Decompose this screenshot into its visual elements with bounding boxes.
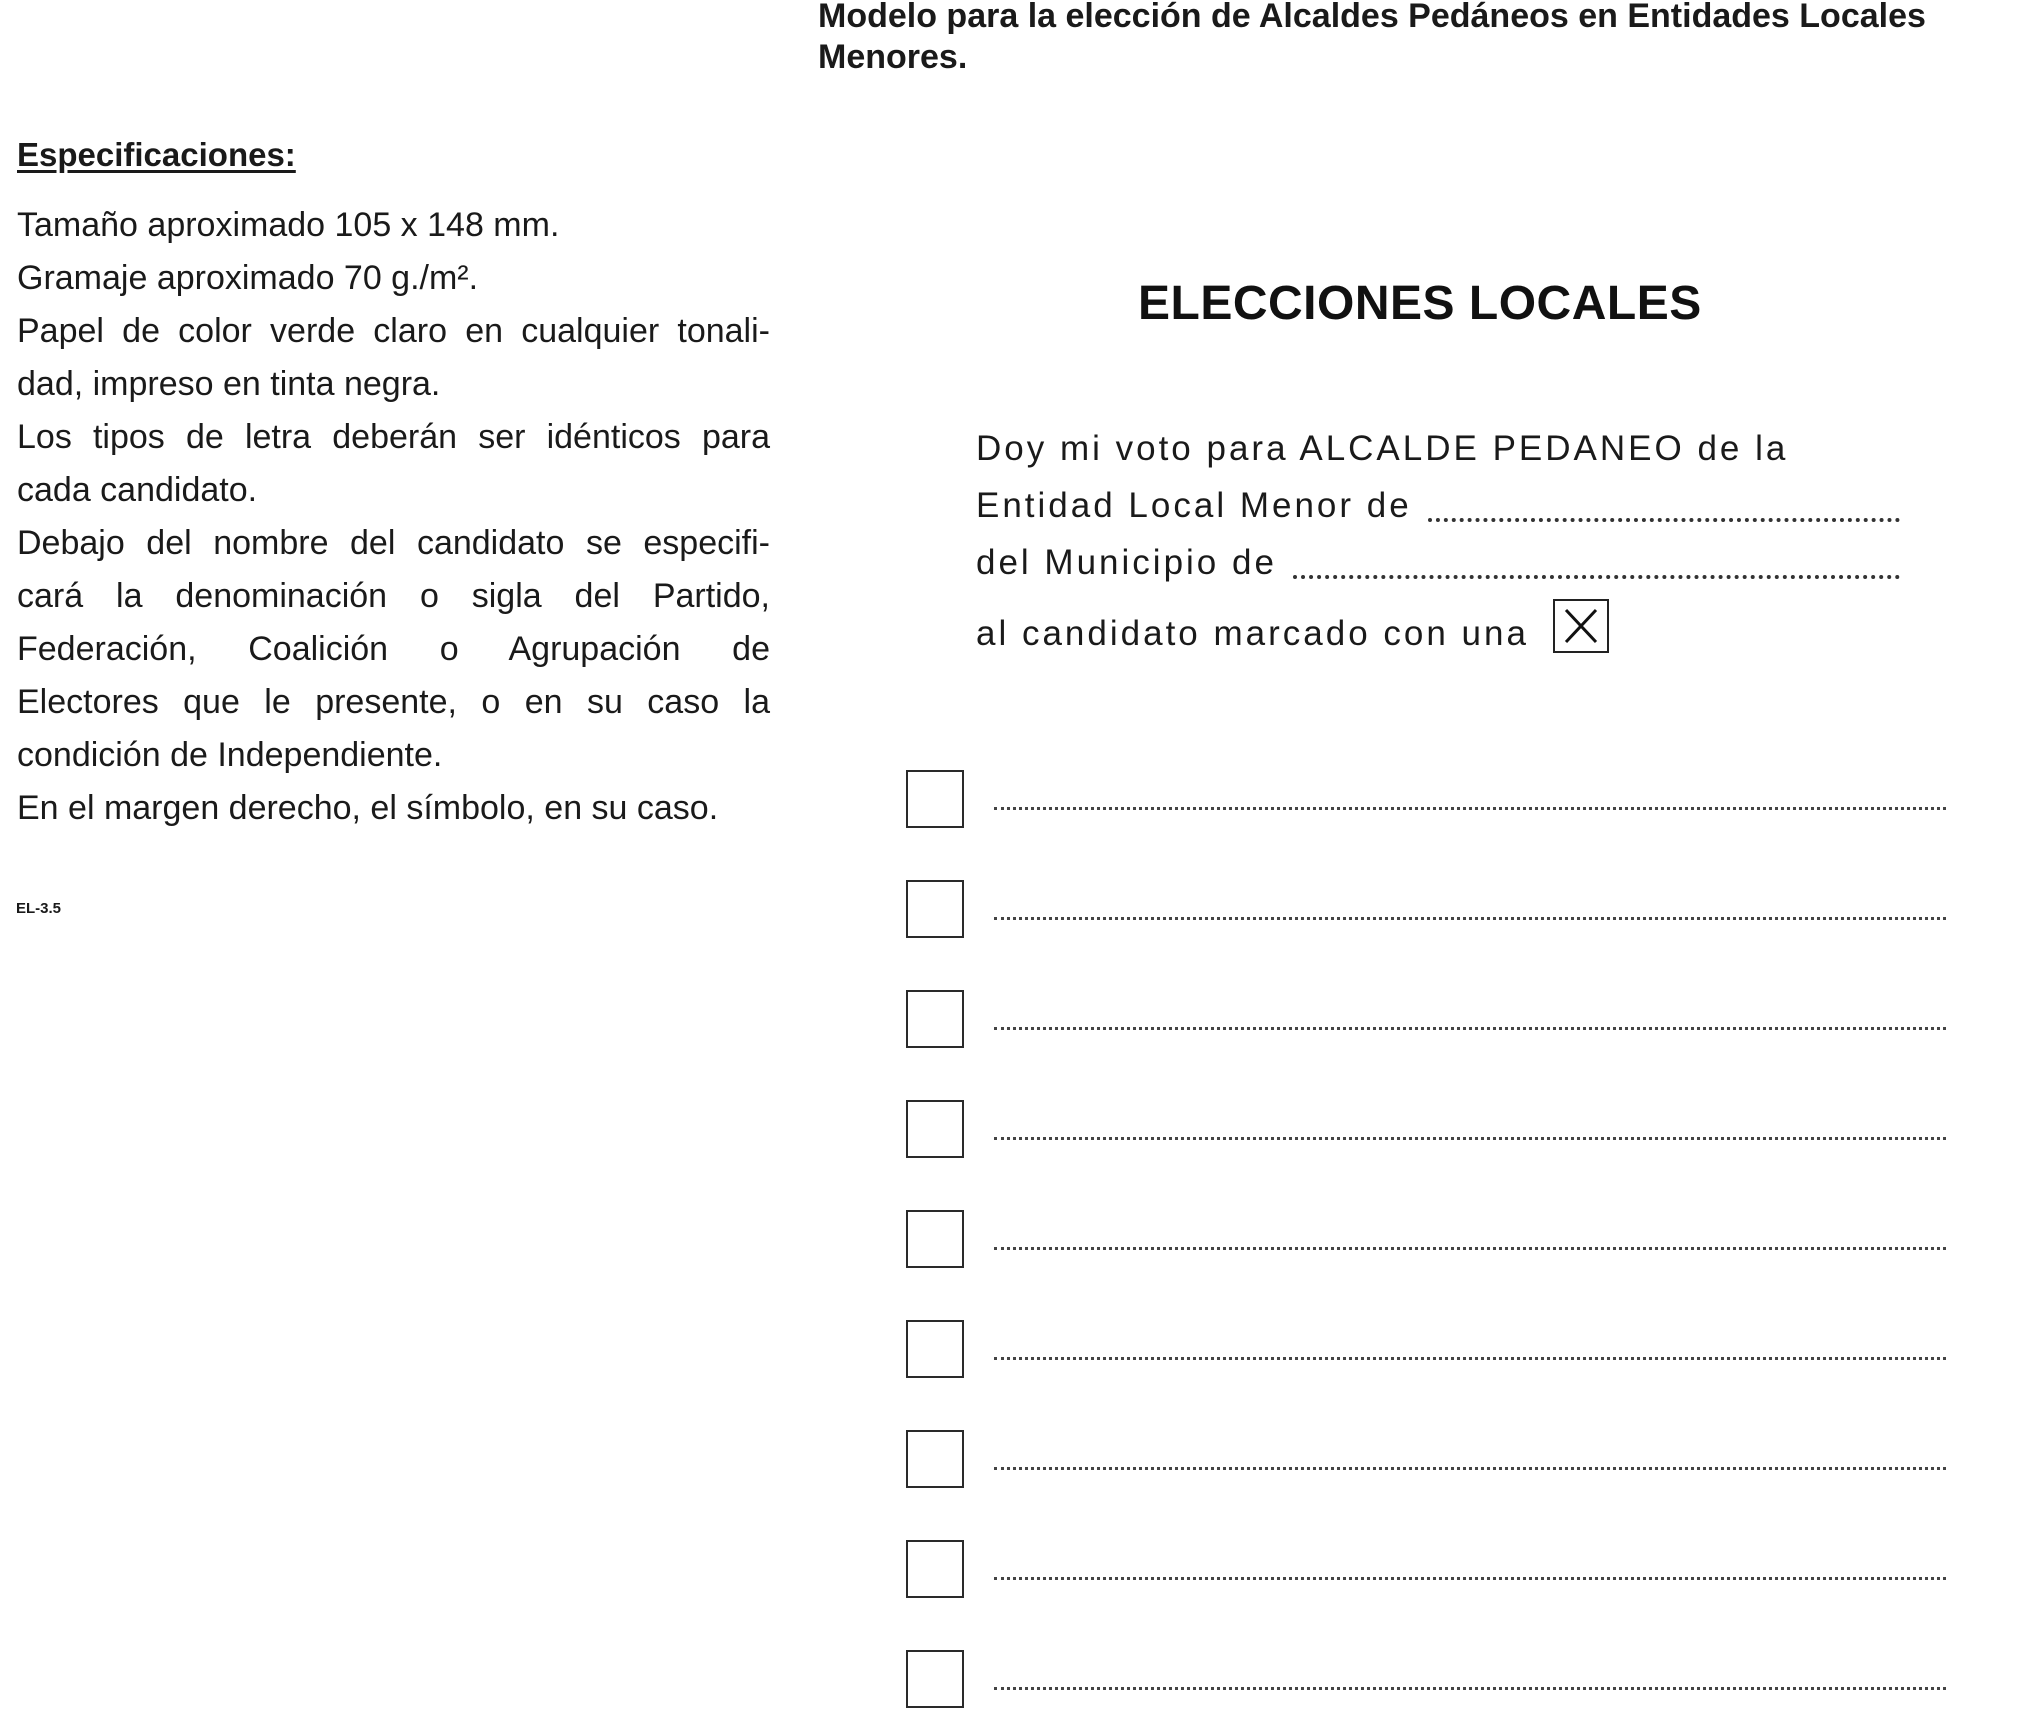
candidate-row [906,1650,1946,1712]
x-mark-icon [1553,599,1609,653]
candidate-row [906,1540,1946,1602]
spec-line: Gramaje aproximado 70 g./m². [17,259,479,297]
municipality-name-field[interactable] [1293,567,1900,579]
vote-line-3-text: del Municipio de [976,543,1277,582]
candidate-name-line [994,1467,1946,1470]
candidate-row [906,990,1946,1052]
candidate-name-line [994,1687,1946,1690]
vote-line-3 [976,534,1900,591]
candidate-checkbox[interactable] [906,1540,964,1598]
candidate-checkbox[interactable] [906,1100,964,1158]
spec-line: cará la denominación o sigla del Partido, [17,577,770,615]
candidate-checkbox[interactable] [906,1650,964,1708]
specifications-text [17,199,770,835]
candidate-name-line [994,807,1946,810]
specifications-heading: Especificaciones: [17,136,296,173]
candidate-checkbox[interactable] [906,1320,964,1378]
page-title [818,0,2018,78]
vote-line-2-text: Entidad Local Menor de [976,486,1412,525]
candidate-name-line [994,1577,1946,1580]
candidate-name-line [994,1137,1946,1140]
candidate-checkbox[interactable] [906,990,964,1048]
vote-line-2 [976,477,1900,534]
vote-line-4 [976,591,1900,662]
spec-line: cada candidato. [17,471,258,509]
candidate-row [906,1210,1946,1272]
spec-line: Papel de color verde claro en cualquier tonali- [17,312,770,350]
candidate-name-line [994,1357,1946,1360]
ballot-title: ELECCIONES LOCALES [1138,277,1702,330]
spec-line: dad, impreso en tinta negra. [17,365,441,403]
spec-line: condición de Independiente. [17,736,443,774]
vote-line-4-text: al candidato marcado con una [976,614,1529,653]
spec-line: Los tipos de letra deberán ser idénticos para [17,418,770,456]
page-title-line-2: Menores. [818,38,968,76]
candidate-checkbox[interactable] [906,1210,964,1268]
candidate-row [906,1100,1946,1162]
vote-line-1 [976,420,1900,477]
spec-line: Federación, Coalición o Agrupación de [17,630,770,668]
vote-statement [976,420,1900,662]
candidate-row [906,770,1946,832]
candidate-name-line [994,1027,1946,1030]
candidate-row [906,1430,1946,1492]
candidate-checkbox[interactable] [906,1430,964,1488]
vote-line-1-text: Doy mi voto para ALCALDE PEDANEO de la [976,429,1789,468]
candidate-row [906,880,1946,942]
candidate-row [906,1320,1946,1382]
spec-line: Debajo del nombre del candidato se especifi- [17,524,770,562]
model-code: EL-3.5 [16,900,62,917]
entity-name-field[interactable] [1428,510,1900,522]
candidate-checkbox[interactable] [906,880,964,938]
spec-line: Electores que le presente, o en su caso la [17,683,770,721]
page-title-line-1: Modelo para la elección de Alcaldes Pedáneos en Entidades Locales [818,0,1926,35]
candidate-name-line [994,917,1946,920]
candidate-name-line [994,1247,1946,1250]
spec-line: Tamaño aproximado 105 x 148 mm. [17,206,560,244]
candidate-checkbox[interactable] [906,770,964,828]
spec-line: En el margen derecho, el símbolo, en su caso. [17,789,719,827]
